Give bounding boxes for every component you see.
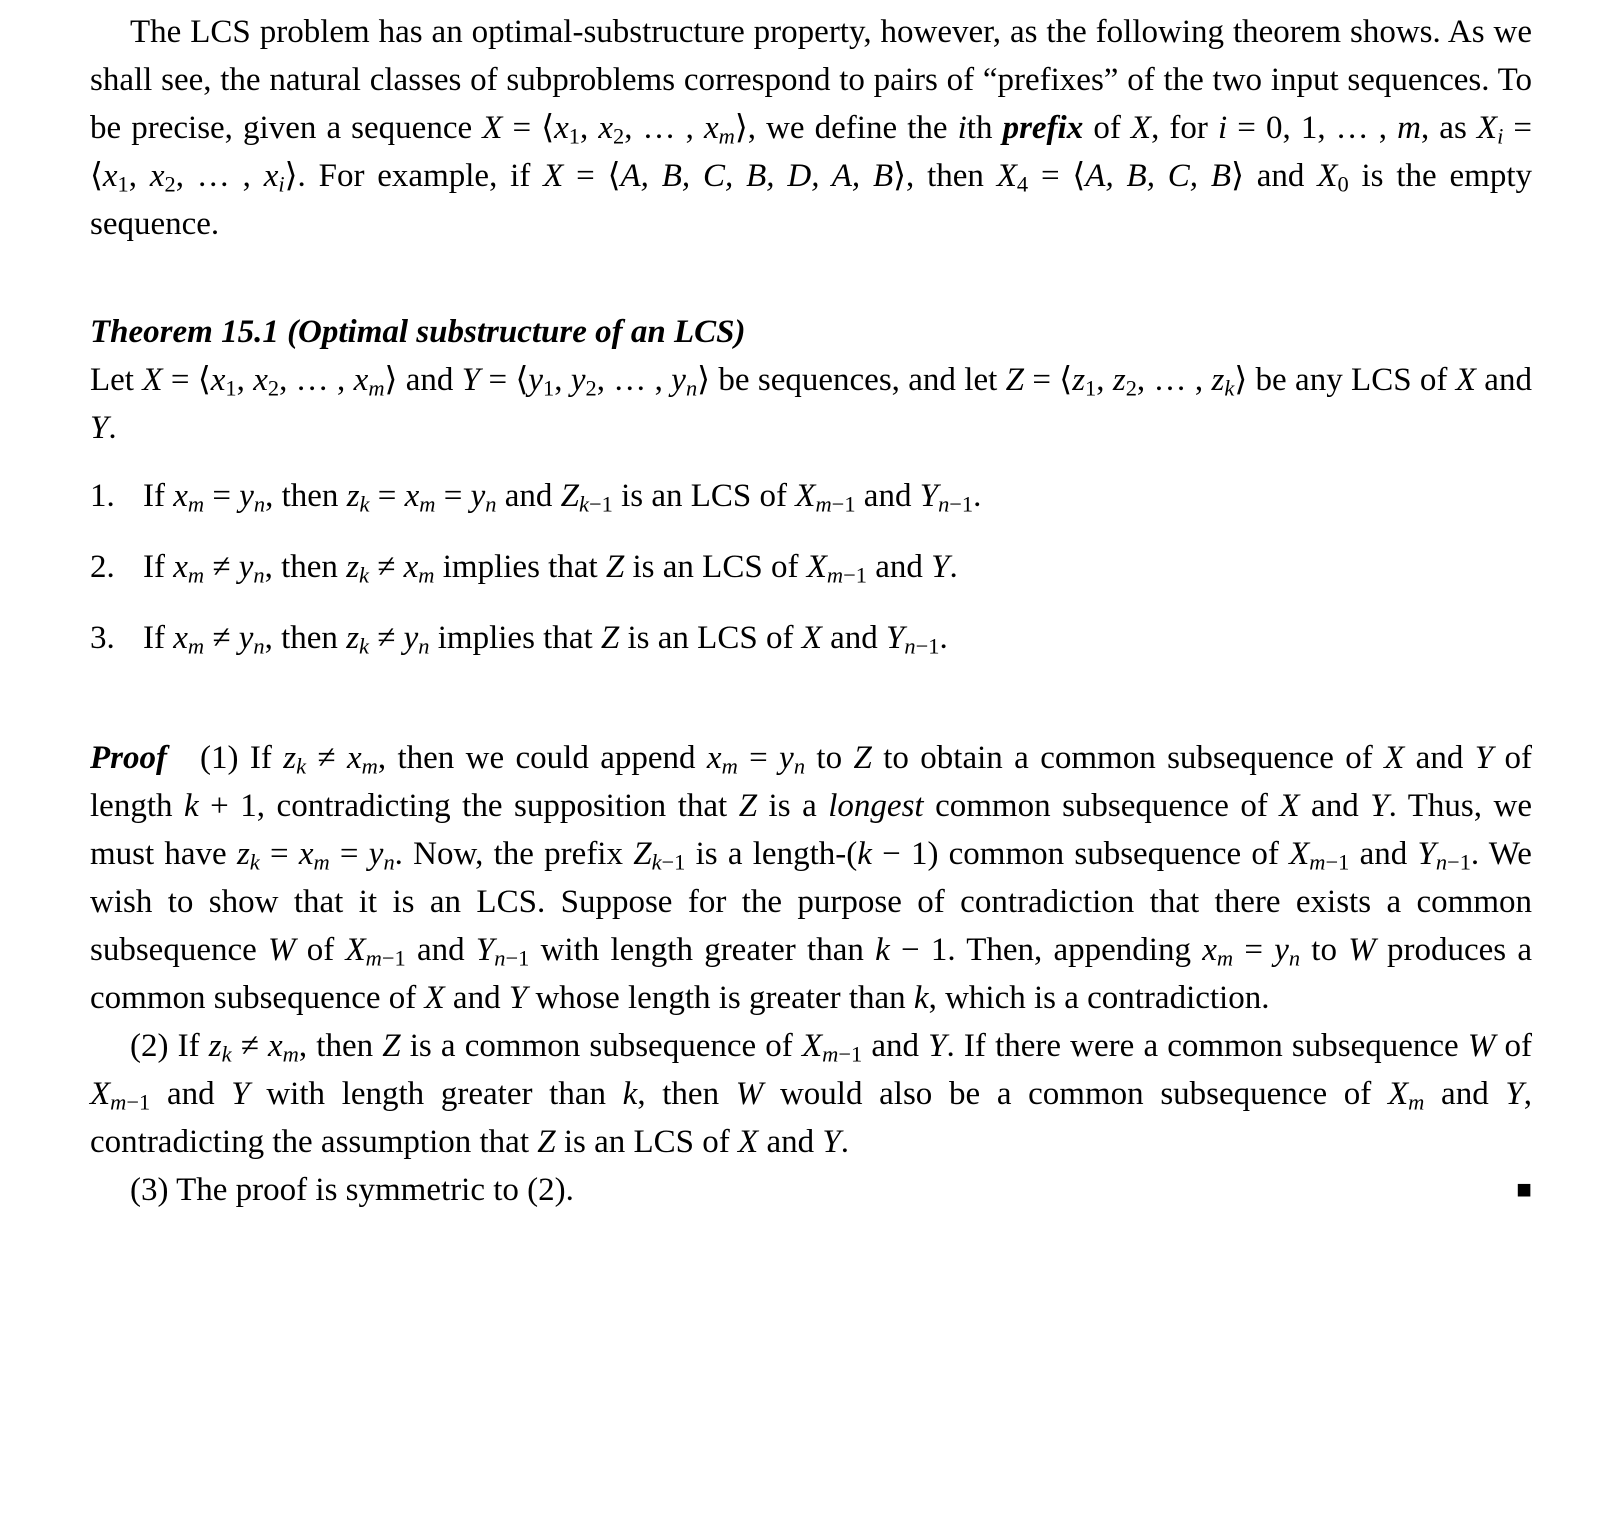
case-1-text: If $x_m = y_n$, then $z_k = x_m = y_n$ and $Z_{k-1}$ is an LCS of $X_{m-1}$ and $Y_{n-1}$. <box>143 478 982 517</box>
case-2-number: 2. <box>90 549 115 585</box>
proof-paragraph-3 <box>90 1166 1532 1214</box>
case-3-text: If $x_m \ne y_n$, then $z_k \ne y_n$ implies that Z is an LCS of X and $Y_{n-1}$. <box>143 620 948 659</box>
theorem-case-2 <box>90 543 1532 591</box>
case-1-number: 1. <box>90 478 115 514</box>
case-2-text: If $x_m \ne y_n$, then $z_k \ne x_m$ implies that Z is an LCS of $X_{m-1}$ and Y. <box>143 549 958 588</box>
theorem-heading: Theorem 15.1 (Optimal substructure of an LCS) <box>90 314 746 350</box>
intro-paragraph: The LCS problem has an optimal-substructure property, however, as the following theorem shows. As we shall see, the natural classes of subproblems correspond to pairs of “prefixes” of the two input sequences. To be precise, given a sequence $X = ⟨x_1$, $x_2$, … , $x_m⟩$, we define the ith prefix of X, for i = 0, 1, … , m, as $X_i$ = $⟨x_1$, $x_2$, … , $x_i⟩$. For example, if X = ⟨A, B, C, B, D, A, B⟩, then $X_4$ = ⟨A, B, C, B⟩ and $X_0$ is the empty sequence. <box>90 14 1533 242</box>
proof-paragraph-3-text: (3) The proof is symmetric to (2). <box>130 1172 574 1208</box>
proof-paragraph-1: Proof (1) If $z_k \ne x_m$, then we could append $x_m = y_n$ to Z to obtain a common subsequence of X and Y of length k + 1, contradicting the supposition that Z is a longest common subsequence of X and Y. Thus, we must have $z_k = x_m = y_n$. Now, the prefix $Z_{k-1}$ is a length-(k − 1) common subsequence of $X_{m-1}$ and $Y_{n-1}$. We wish to show that it is an LCS. Suppose for the purpose of contradiction that there exists a common subsequence W of $X_{m-1}$ and $Y_{n-1}$ with length greater than k − 1. Then, appending $x_m = y_n$ to W produces a common subsequence of X and Y whose length is greater than k, which is a contradiction. <box>90 740 1532 1016</box>
case-3-number: 3. <box>90 620 115 656</box>
theorem-case-3 <box>90 614 1532 662</box>
theorem-statement: Let $X = ⟨x_1$, $x_2$, … , $x_m⟩$ and $Y = ⟨y_1$, $y_2$, … , $y_n⟩$ be sequences, and let $Z = ⟨z_1$, $z_2$, … , $z_k⟩$ be any LCS of X and Y. <box>90 362 1532 446</box>
theorem-cases <box>90 472 1532 662</box>
proof-paragraph-2: (2) If $z_k \ne x_m$, then Z is a common subsequence of $X_{m-1}$ and Y. If there were a common subsequence W of $X_{m-1}$ and Y with length greater than k, then W would also be a common subsequence of $X_m$ and Y, contradicting the assumption that Z is an LCS of X and Y. <box>90 1028 1532 1160</box>
theorem-case-1 <box>90 472 1532 520</box>
qed-square: ■ <box>1516 1175 1532 1204</box>
